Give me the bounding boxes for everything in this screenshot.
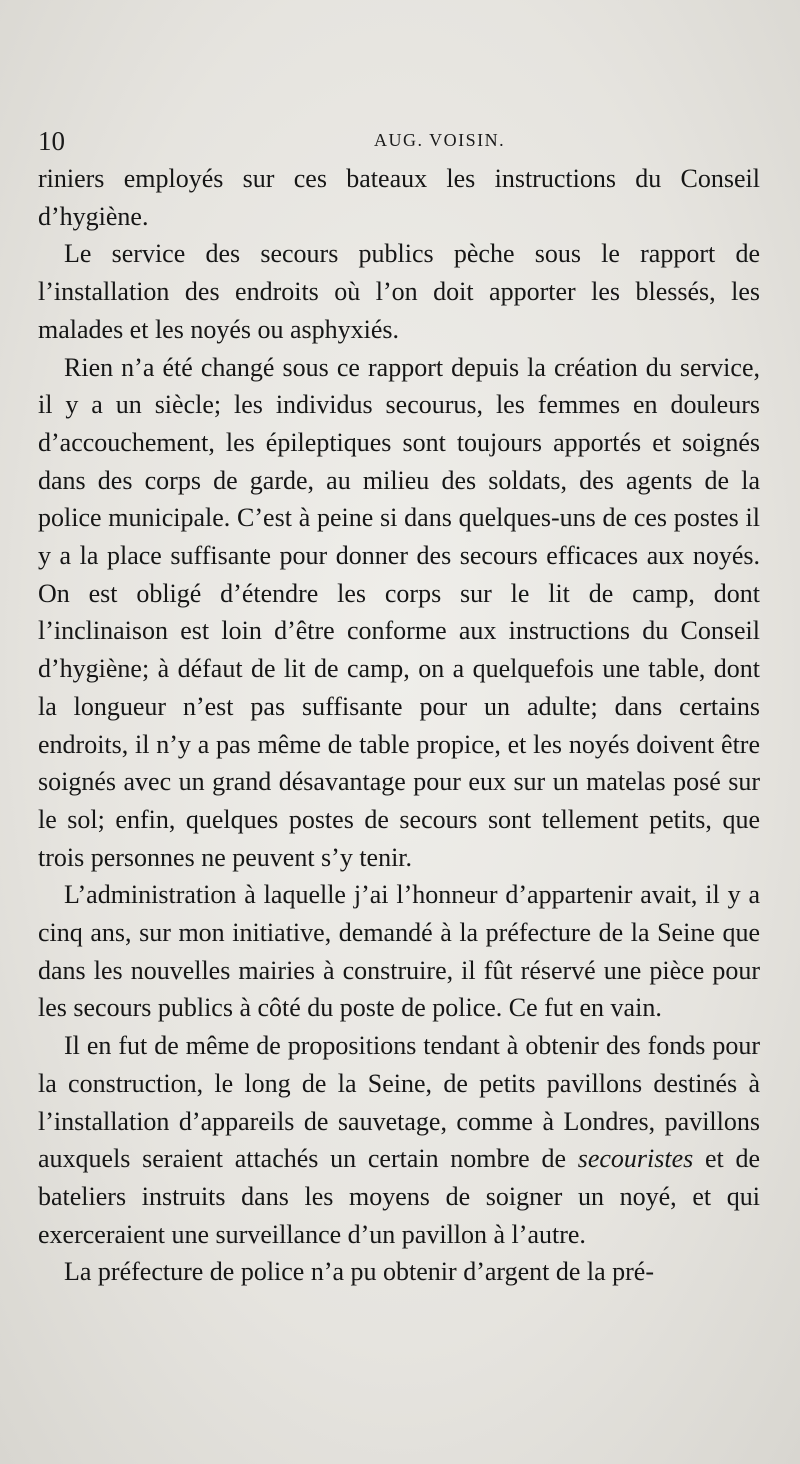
emphasis-secouristes: secouristes <box>577 1144 694 1174</box>
paragraph-administration: L’administration à laquelle j’ai l’honneur d’appartenir avait, il y a cinq ans, sur mon initiative, demandé à la préfecture de la Seine que dans les nouvelles mairies à construire, il fût réservé une pièce pour les secours publics à côté du poste de police. Ce fut en vain. <box>38 880 760 1023</box>
paragraph-secours-installation: Le service des secours publics pèche sous le rapport de l’installation des endroits où l’on doit apporter les blessés, les malades et les noyés ou asphyxiés. <box>38 239 760 344</box>
pavillons-text-after: et de bateliers instruits dans les moyens de soigner un noyé, et qui exerceraient une surveillance d’un pavillon à l’autre. <box>38 1144 760 1249</box>
paragraph-pavillons <box>38 1027 760 1253</box>
page-number: 10 <box>38 126 65 156</box>
pavillons-text-before: Il en fut de même de propositions tendant à obtenir des fonds pour la construction, le long de la Seine, de petits pavillons destinés à l’installation d’appareils de sauvetage, comme à Londres, pavillons auxquels seraient attachés un certain nombre de <box>38 1031 760 1174</box>
paragraph-continuation: riniers employés sur ces bateaux les instructions du Conseil d’hygiène. <box>38 164 760 231</box>
body-text <box>38 160 760 1291</box>
paragraph-corps-de-garde: Rien n’a été changé sous ce rapport depuis la création du service, il y a un siècle; les individus secourus, les femmes en douleurs d’accouchement, les épileptiques sont toujours apportés et soignés dans des corps de garde, au milieu des soldats, des agents de la police municipale. C’est à peine si dans quelques-uns de ces postes il y a la place suffisante pour donner des secours efficaces aux noyés. On est obligé d’étendre les corps sur le lit de camp, dont l’inclinaison est loin d’être conforme aux instructions du Conseil d’hygiène; à défaut de lit de camp, on a quelquefois une table, dont la longueur n’est pas suffisante pour un adulte; dans certains endroits, il n’y a pas même de table propice, et les noyés doivent être soignés avec un grand désavantage pour eux sur un matelas posé sur le sol; enfin, quelques postes de secours sont tellement petits, que trois personnes ne peuvent s’y tenir. <box>38 352 760 872</box>
paragraph-prefecture: La préfecture de police n’a pu obtenir d’argent de la pré- <box>64 1257 655 1287</box>
running-head: AUG. VOISIN. <box>374 130 506 150</box>
page-header <box>38 126 758 162</box>
